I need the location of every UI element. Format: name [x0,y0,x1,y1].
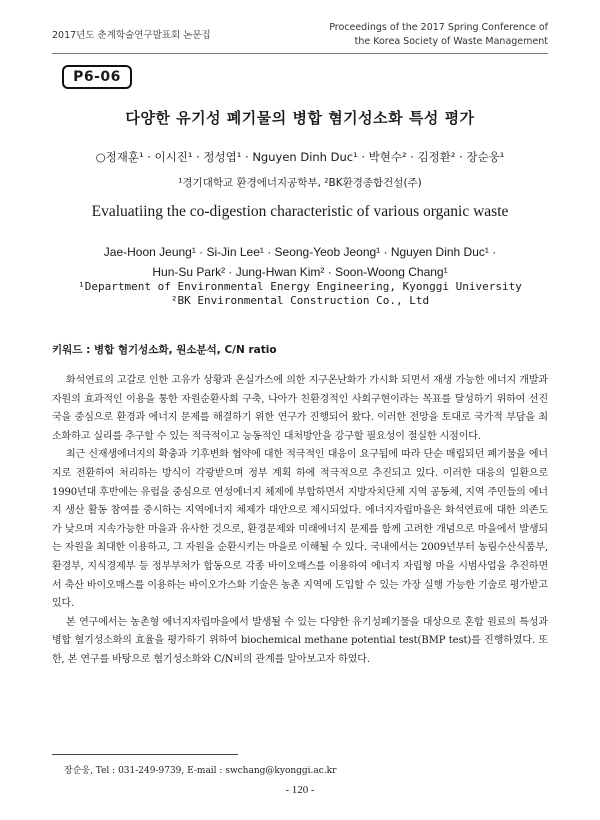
authors-english-line-1: Jae-Hoon Jeung¹ · Si-Jin Lee¹ · Seong-Yeob Jeong¹ · Nguyen Dinh Duc¹ · [103,245,497,259]
body-text [52,372,548,670]
paper-code-badge: P6-06 [62,65,132,89]
paragraph: 본 연구에서는 농촌형 에너지자립마을에서 발생될 수 있는 다양한 유기성폐기물을 대상으로 혼합 원료의 특성과 병합 혐기성소화의 효율을 평가하기 위하여 biochemical methane potential test(BMP test)를 진행하였다. 또한, 본 연구를 바탕으로 혐기성소화와 C/N비의 관계를 알아보고자 하였다. [52,616,548,665]
paragraph: 화석연료의 고갈로 인한 고유가 상황과 온실가스에 의한 지구온난화가 가시화 되면서 재생 가능한 에너지 개발과 자원의 효과적인 이용을 통한 자원순환사회 구축, 나아가 친환경적인 사회구현이라는 목표를 달성하기 위하여 선진국을 중심으로 환경과 에너지 문제를 해결하기 위한 연구가 진행되어 왔다. 이러한 전망을 토대로 국가적 부담을 최소화하고 실리를 추구할 수 있는 적극적이고 능동적인 대처방안을 강구할 필요성이 절실한 시점이다. [52,375,548,442]
footnote-divider [52,754,238,755]
affiliation-english-line-1: ¹Department of Environmental Energy Engineering, Kyonggi University [78,280,522,293]
title-korean: 다양한 유기성 폐기물의 병합 혐기성소화 특성 평가 [125,109,475,127]
authors-korean: ○정재훈¹ · 이시진¹ · 정성엽¹ · Nguyen Dinh Duc¹ · 박현수² · 김정환² · 장순웅¹ [95,150,505,164]
header-line-1: Proceedings of the 2017 Spring Conference of [329,22,548,33]
authors-english-line-2: Hun-Su Park² · Jung-Hwan Kim² · Soon-Woong Chang¹ [152,265,448,279]
page-number: - 120 - [285,784,315,796]
keywords: 키워드 : 병합 혐기성소화, 원소분석, C/N ratio [52,344,277,356]
affiliation-english-line-2: ²BK Environmental Construction Co., Ltd [170,294,430,307]
header-line-2: the Korea Society of Waste Management [354,36,548,47]
affiliation-english [0,280,600,308]
header-divider [52,53,548,54]
title-english: Evaluatiing the co-digestion characteristic of various organic waste [91,203,509,220]
authors-english [0,242,600,282]
header-conference-ko: 2017년도 춘계학술연구발표회 논문집 [52,30,211,41]
header-conference-en [329,21,548,49]
footnote-contact: 장순웅, Tel : 031-249-9739, E-mail : swchang@kyonggi.ac.kr [64,766,337,776]
paragraph: 최근 신재생에너지의 확충과 기후변화 협약에 대한 적극적인 대응이 요구됨에 따라 단순 매립되던 폐기물을 에너지로 전환하여 처리하는 방식이 각광받으며 정부 계획 하에 적극적으로 추진되고 있다. 이러한 대응의 일환으로 1990년대 후반에는 유럽을 중심으로 연성에너지 체제에 부합하면서 지방자치단체 지역 공동체, 지역 주민들의 에너지 생산 활동 참여를 중시하는 지역에너지 체제가 대안으로 제시되었다. 에너지자립마을은 화석연료에 대한 의존도가 낮으며 지속가능한 마을과 유사한 것으로, 환경문제와 미래에너지 문제를 함께 고려한 개념으로 마을에서 발생되는 자원을 최대한 이용하고, 그 자원을 순환시키는 마을로 이해될 수 있다. 국내에서는 2009년부터 농림수산식품부, 환경부, 지식경제부 등 정부부처가 합동으로 각종 바이오매스를 이용하여 에너지 자립형 마을 시범사업을 추진하면서 축산 바이오매스를 이용하는 바이오가스화 기술은 농촌 지역에 도입할 수 있는 가장 실행 가능한 기술로 평가받고 있다. [52,449,548,610]
affiliation-korean: ¹경기대학교 환경에너지공학부, ²BK환경종합건설(주) [178,177,422,189]
